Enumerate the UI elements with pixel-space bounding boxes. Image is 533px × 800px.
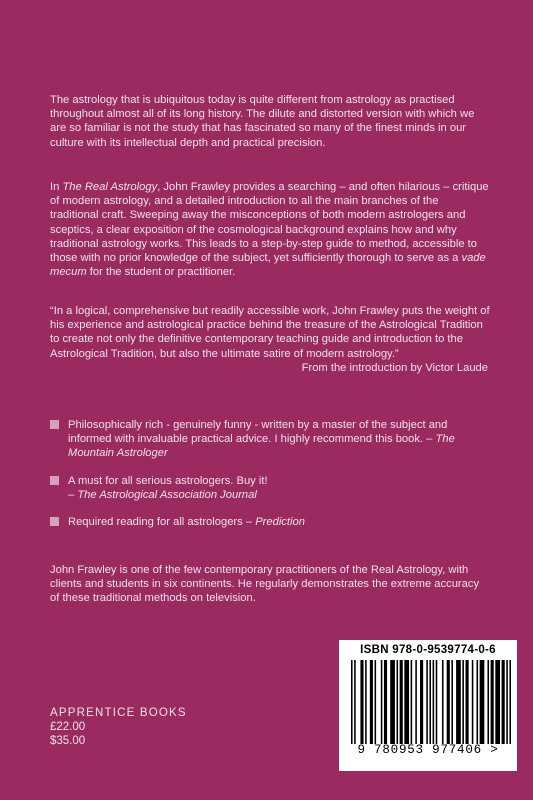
review-text: Required reading for all astrologers – xyxy=(68,516,256,529)
barcode-bar xyxy=(390,660,395,744)
price-usd: $35.00 xyxy=(50,735,86,747)
description-part2: for the student or practitioner. xyxy=(86,266,236,279)
barcode-bar xyxy=(420,660,423,744)
author-bio: John Frawley is one of the few contemporary practitioners of the Real Astrology, with clients and students in six continents. He regularly demonstrates the extreme accuracy of these traditional methods on television. xyxy=(50,564,480,605)
description-part1: , John Frawley provides a searching – and often hilarious – critique of modern astrology, and a detailed introduction to all the main branches of the traditional craft. Sweeping away the misconceptions of both modern astrologers and sceptics, a clear exposition of the cosmological background explains how and why traditional astrology works. This leads to a step-by-step guide to method, accessible to those with no prior knowledge of the subject, yet sufficiently thorough to serve as a xyxy=(50,181,489,265)
barcode-bar xyxy=(502,660,505,744)
barcode-bar xyxy=(415,660,417,744)
barcode-bar xyxy=(456,660,461,744)
square-bullet-icon xyxy=(50,517,59,526)
barcode-bar xyxy=(429,660,431,744)
barcode-bar xyxy=(404,660,409,744)
price-gbp: £22.00 xyxy=(50,721,86,733)
intro-paragraph: The astrology that is ubiquitous today is quite different from astrology as practised throughout almost all of its long history. The dilute and distorted version with which we are so familiar is not the study that has fascinated so many of the finest minds in our culture with its intellectual depth and practical precision. xyxy=(50,94,475,149)
review-source: The Mountain Astrologer xyxy=(68,433,455,460)
barcode-bar xyxy=(495,660,500,744)
barcode-bar xyxy=(466,660,469,744)
review-item xyxy=(50,418,490,461)
barcode-bar xyxy=(447,660,450,744)
barcode-bar xyxy=(384,660,387,744)
square-bullet-icon xyxy=(50,420,59,429)
publisher-block xyxy=(50,706,187,748)
review-item xyxy=(50,474,490,502)
barcode-bar xyxy=(462,660,464,744)
barcode-bar xyxy=(360,660,363,744)
description-lead: In xyxy=(50,181,63,193)
book-title: The Real Astrology xyxy=(62,181,158,193)
review-list xyxy=(50,418,490,529)
quote-attribution: From the introduction by Victor Laude xyxy=(301,361,488,374)
barcode-bar xyxy=(506,660,508,744)
barcode-bar xyxy=(442,660,444,744)
review-item xyxy=(50,515,490,529)
latin-phrase: vade mecum xyxy=(50,252,486,279)
isbn-label: ISBN 978-0-9539774-0-6 xyxy=(360,644,496,656)
barcode-bar xyxy=(375,660,377,744)
barcode-icon xyxy=(351,660,511,750)
barcode-bar xyxy=(400,660,403,744)
review-source: Prediction xyxy=(255,516,305,529)
square-bullet-icon xyxy=(50,476,59,485)
barcode-bar xyxy=(472,660,474,744)
barcode-panel xyxy=(339,640,517,771)
review-text: A must for all serious astrologers. Buy it! xyxy=(68,474,268,487)
barcode-bar xyxy=(411,660,413,744)
barcode-digits: 9 780953 977406 > xyxy=(357,743,499,757)
barcode-bar xyxy=(487,660,489,744)
review-source: The Astrological Association Journal xyxy=(77,488,257,501)
barcode-bar xyxy=(381,660,383,744)
barcode-bar xyxy=(436,660,438,744)
barcode-bar xyxy=(365,660,367,744)
barcode-bar xyxy=(370,660,373,744)
barcode-bar xyxy=(351,660,353,744)
barcode-bar xyxy=(426,660,428,744)
review-text: Philosophically rich - genuinely funny - written by a master of the subject and informed with invaluable practical advice. I highly recommend this book. – xyxy=(68,419,448,446)
introduction-quote xyxy=(50,304,490,375)
barcode-bar xyxy=(509,660,511,744)
barcode-bar xyxy=(491,660,494,744)
review-dash: – xyxy=(68,488,78,501)
barcode-bar xyxy=(396,660,398,744)
barcode-bar xyxy=(476,660,478,744)
publisher-name: APPRENTICE BOOKS xyxy=(50,707,187,719)
description-paragraph xyxy=(50,180,490,279)
barcode-bar xyxy=(354,660,356,744)
barcode-bar xyxy=(480,660,485,744)
barcode-bar xyxy=(451,660,453,744)
barcode-bar xyxy=(433,660,435,744)
quote-text: “In a logical, comprehensive but readily accessible work, John Frawley puts the weight of his experience and astrological practice behind the treasure of the Astrological Tradition to create not only the definitive contemporary teaching guide and introduction to the Astrological Tradition, but also the ultimate satire of modern astrology.” xyxy=(50,305,490,360)
